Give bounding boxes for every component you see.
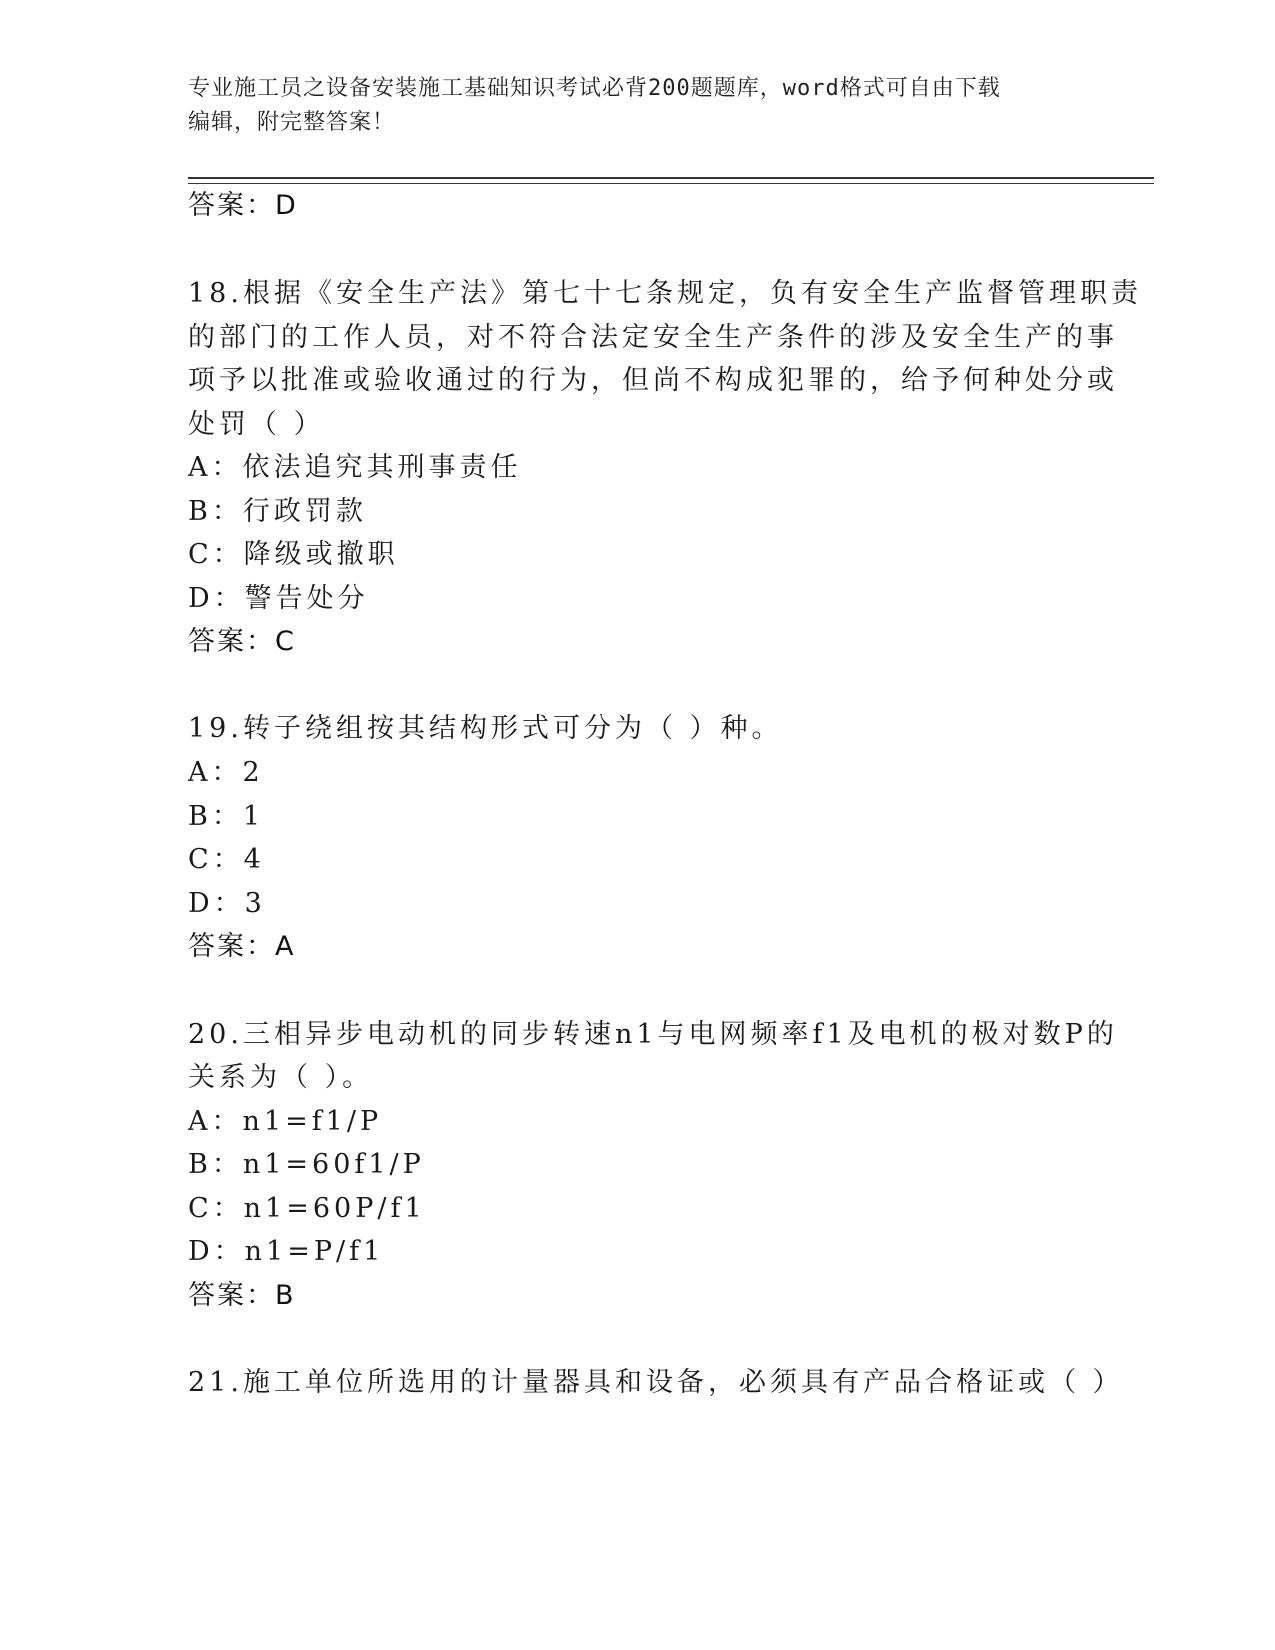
header-divider-thin: [188, 183, 1154, 184]
option-a: A：依法追究其刑事责任: [188, 452, 522, 483]
option-b: B：1: [188, 801, 265, 832]
header-line-2: 编辑，附完整答案！: [188, 110, 396, 135]
answer-q18: 答案：C: [188, 626, 296, 657]
header-line-1: 专业施工员之设备安装施工基础知识考试必背200题题库，word格式可自由下载: [188, 76, 1001, 101]
question-text-line: 19.转子绕组按其结构形式可分为（ ）种。: [188, 713, 783, 744]
answer-q20: 答案：B: [188, 1280, 296, 1311]
answer-q17: 答案：D: [188, 190, 298, 221]
option-b: B：行政罚款: [188, 496, 367, 527]
question-text-line: 20.三相异步电动机的同步转速n1与电网频率f1及电机的极对数P的: [188, 1019, 1118, 1050]
option-c: C：4: [188, 844, 265, 875]
option-a: A：n1=f1/P: [188, 1106, 383, 1137]
option-c: C：降级或撤职: [188, 539, 399, 570]
question-text-line: 21.施工单位所选用的计量器具和设备，必须具有产品合格证或（ ）: [188, 1367, 1124, 1398]
question-text-line: 的部门的工作人员，对不符合法定安全生产条件的涉及安全生产的事: [188, 322, 1118, 353]
document-header: [188, 72, 1088, 140]
option-a: A：2: [188, 757, 264, 788]
option-c: C：n1=60P/f1: [188, 1193, 426, 1224]
question-text-line: 关系为（ ）。: [188, 1062, 374, 1093]
option-d: D：3: [188, 888, 266, 919]
option-d: D：n1=P/f1: [188, 1236, 385, 1267]
header-divider-thick: [188, 177, 1154, 179]
question-text-line: 18.根据《安全生产法》第七十七条规定，负有安全生产监督管理职责: [188, 278, 1142, 309]
question-text-line: 处罚（ ）: [188, 409, 325, 440]
answer-q19: 答案：A: [188, 931, 296, 962]
question-text-line: 项予以批准或验收通过的行为，但尚不构成犯罪的，给予何种处分或: [188, 365, 1118, 396]
option-b: B：n1=60f1/P: [188, 1149, 425, 1180]
option-d: D：警告处分: [188, 583, 369, 614]
